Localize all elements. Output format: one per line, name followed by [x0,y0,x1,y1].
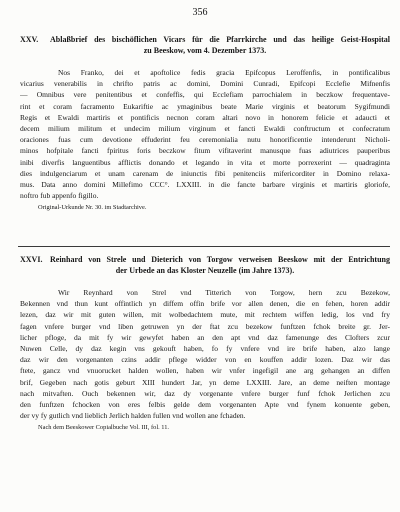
body-line: rint et coram facramento Eukariftie ac ymaginibus beate Marie virginis et beatorum Sygifmundi [20,101,390,111]
section-xxv [20,34,390,213]
section-heading-line: zu Beeskow, vom 4. Dezember 1373. [143,46,267,55]
body-line: Wir Reynhard von Strel vnd Titterich von Torgow, hern zcu Bezekow, [58,288,390,297]
body-line: Nos Franko, dei et apoftolice fedis gracia Epifcopus Leroffenfis, in pontificalibus [58,68,390,77]
body-line: der vy fy gutlich vnd lieblich Jerlich halden fullen vnd wollen ane fchaden. [20,411,246,421]
body-line: fagen vnfere burger vnd liben getruwen yn der ftat zcu bezekow funftzen fchok breite gr. Jer- [20,321,390,331]
body-line: oraciones fuas cum devotione effuderint feu ceremonialia nutu honorificentie intenderunt Nicholi- [20,135,390,145]
body-line: den funftzen fchocken von eres felbis gelde dem vorgenanten Apte vnd fynem konuente geben, [20,399,390,409]
section-body [20,67,390,201]
source-note: Nach dem Beeskower Copialbuche Vol. III, fol. 11. [38,424,170,432]
section-divider [18,246,390,247]
section-number: XXVI. [20,255,43,264]
body-line: lezen, daz wir mit guten willen, mit wolbedachtem mute, mit rechtem wiffen ledig, los vnd fry [20,310,390,320]
body-line: licher pfloge, da mit fy wir gewyfet haben an den apt vnd daz famenunge des Clofters zcur [20,332,390,342]
section-heading-line: Reinhard von Strele und Dieterich von Torgow verweisen Beeskow mit der Entrichtung [50,255,390,264]
body-line: vicarius venerabilis in chrifto patris ac domini, Domini Cunradi, Epifcopi Ecclefie Mifnenfis [20,79,390,89]
body-line: minos hofpitale fancti fpiritus foris beczkow fitum vifitaverint manusque fuas adiutrices pauperibus [20,146,390,156]
body-line: daz wir den vorgenanten czins addir pflege widder von en kouffen addir lozen. Daz wir das [20,355,390,365]
source-note: Original-Urkunde Nr. 30. im Stadtarchive. [38,204,147,212]
body-line: noftro fub appenfo figillo. [20,191,99,201]
section-body [20,287,390,421]
body-line: dies indulgenciarum et unam carenam de iniunctis fibi penitenciis mifericorditer in Domino relaxa- [20,168,390,178]
body-line: Regis et Ewaldi martiris et pontificis necnon coram altari novo in honorem felicie et adaucti et [20,112,390,122]
body-line: nach mitvaften. Ouch bekennen wir, daz dy vorgenante vnfere burger funf fchok Jerlichen zcu [20,388,390,398]
section-xxvi [20,254,390,433]
section-heading-line: Ablaßbrief des bischöflichen Vicars für die Pfarrkirche und das heilige Geist-Hospital [50,35,390,44]
section-heading [20,34,390,45]
body-line: inibi diverfis languentibus afflictis donando et legando in vita et morte porrexerint — quadraginta [20,157,390,167]
body-line: brif, Gegeben nach gotis geburt XIII hundert Jar, yn deme LXXIII. Jare, an deme neiften montage [20,377,390,387]
page-number: 356 [192,7,208,18]
body-line: Bekennen vnd thun kunt offintlich yn diffem offin brife vor allen denen, die en fehen, horen addir [20,299,390,309]
body-line: Nuwen Celle, dy daz kegin vns gekouft haben, fo fy vnfere vnd ire brife haben, alzo lange [20,343,390,353]
body-line: decem milium militum et undecim milium virginum et fancti Ewaldi conftructum et confecratum [20,123,390,133]
section-heading-line: der Urbede an das Kloster Neuzelle (im Jahre 1373). [115,266,295,275]
body-line: ftete, gancz vnd vnuorucket halden wollen, haben wir vnfer ingefigil ane arg gehangen an diffen [20,366,390,376]
section-heading [20,254,390,265]
section-number: XXV. [20,35,39,44]
body-line: — Omnibus vere penitentibus et confeffis, qui Ecclefiam parrochialem in beczkow frequentave- [20,90,390,100]
body-line: mus. Data anno domini Millefimo CCC°. LXXIII. in die fancte barbare virginis et martiris gloriofe, [20,179,390,189]
